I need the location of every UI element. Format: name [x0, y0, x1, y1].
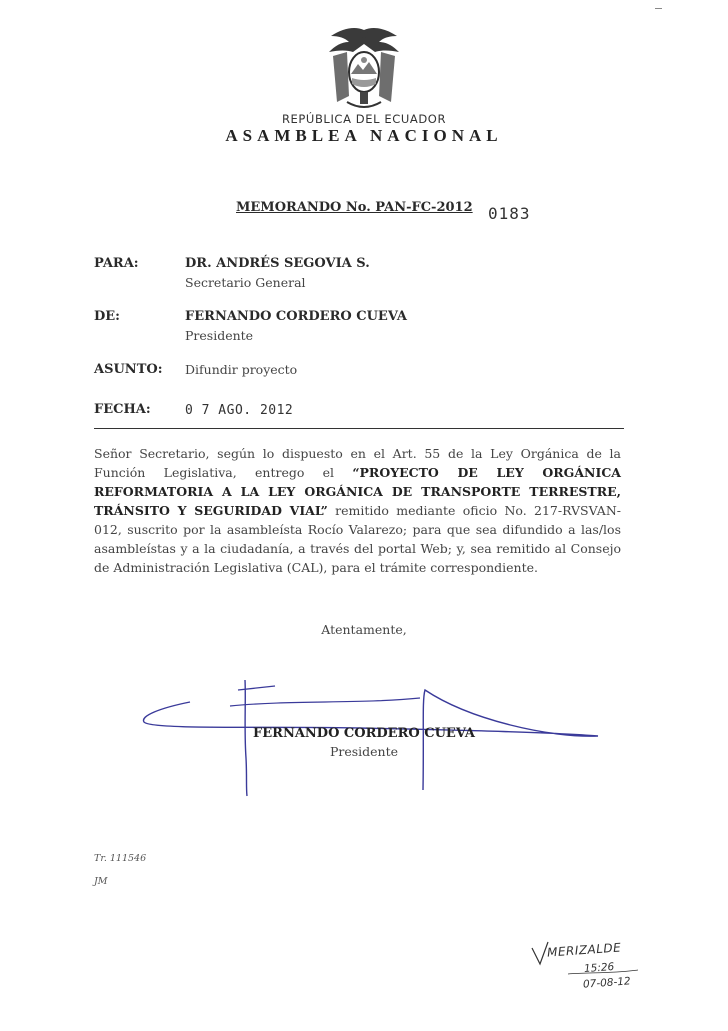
asunto-value: Difundir proyecto — [185, 362, 298, 377]
ecuador-coat-of-arms-icon — [325, 22, 403, 110]
project-title: “PROYECTO DE LEY ORGÁNICA REFORMATORIA A LA LEY ORGÁNICA DE TRANSPORTE TERRESTRE, TRÁNSITO Y SEGURIDAD VIAL” — [94, 465, 621, 518]
republic-name: REPÚBLICA DEL ECUADOR — [281, 112, 447, 126]
closing-salutation: Atentamente, — [321, 622, 407, 637]
handwritten-date: 07-08-12 — [582, 975, 632, 991]
fecha-label: FECHA: — [94, 402, 151, 417]
body-text-start: Señor Secretario, según lo dispuesto en el Art. 55 de la Ley Orgánica de la Función Legislativa, entrego el — [94, 446, 621, 480]
de-label: DE: — [94, 309, 120, 324]
body-text-end: remitido mediante oficio No. 217-RVSVAN-012, suscrito por la asambleísta Rocío Valarezo; para que sea difundido a las/los asambleístas y a la ciudadanía, a través del portal Web; y, sea remitido al Consejo de Administración Legislativa (CAL), para el trámite correspondiente. — [94, 503, 621, 575]
header-divider — [94, 428, 624, 429]
para-name: DR. ANDRÉS SEGOVIA S. — [185, 256, 370, 271]
de-name: FERNANDO CORDERO CUEVA — [185, 309, 407, 324]
signer-role: Presidente — [329, 744, 399, 759]
scan-mark — [655, 8, 662, 9]
fecha-stamp: 0 7 AGO. 2012 — [185, 403, 294, 418]
typist-initials: JM — [94, 876, 108, 887]
de-title: Presidente — [185, 328, 254, 343]
tracking-reference: Tr. 111546 — [94, 853, 147, 864]
assembly-name: ASAMBLEA NACIONAL — [225, 126, 503, 145]
para-label: PARA: — [94, 256, 139, 271]
para-title: Secretario General — [185, 275, 306, 290]
memo-number-label: MEMORANDO No. PAN-FC-2012 — [236, 200, 473, 215]
memo-stamp-number: 0183 — [488, 204, 531, 223]
handwritten-time: 15:26 — [583, 960, 615, 976]
body-paragraph — [94, 444, 621, 577]
handwritten-receiver-name: MERIZALDE — [546, 940, 622, 960]
signer-name: FERNANDO CORDERO CUEVA — [253, 726, 475, 741]
asunto-label: ASUNTO: — [94, 362, 163, 377]
